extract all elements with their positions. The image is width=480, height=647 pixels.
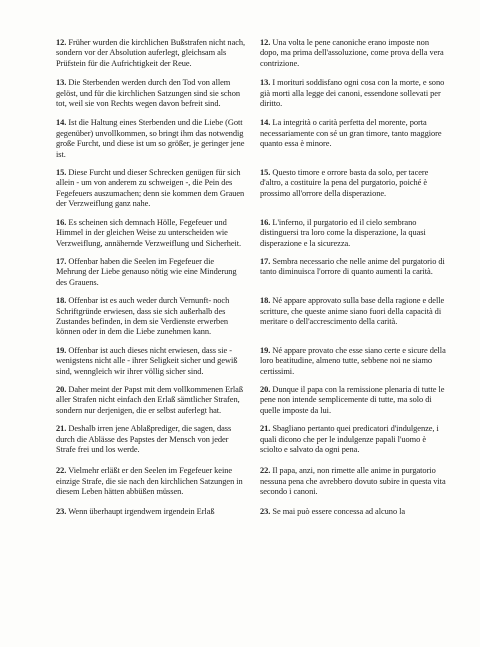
thesis-row <box>0 78 480 109</box>
thesis-number: 15. <box>56 168 67 178</box>
thesis-number: 18. <box>56 296 67 306</box>
thesis-row <box>0 507 480 517</box>
italian-text <box>260 118 446 160</box>
thesis-number: 20. <box>56 384 67 394</box>
thesis-number: 21. <box>260 424 271 434</box>
thesis-number: 20. <box>260 384 271 394</box>
italian-text <box>260 385 446 416</box>
thesis-number: 23. <box>56 506 67 516</box>
thesis-number: 18. <box>260 296 271 306</box>
thesis-row <box>0 385 480 416</box>
italian-text <box>260 296 446 338</box>
italian-text <box>260 168 446 210</box>
thesis-text: Né appare provato che esse siano certe e sicure della loro beatitudine, almeno tutte, sebbene noi ne siamo certissimi. <box>260 345 446 376</box>
thesis-number: 17. <box>260 256 271 266</box>
thesis-number: 16. <box>56 217 67 227</box>
italian-text <box>260 218 446 249</box>
italian-text <box>260 78 446 109</box>
german-text <box>56 78 246 109</box>
thesis-text: Sembra necessario che nelle anime del purgatorio di tanto diminuisca l'orrore di quanto aumenti la carità. <box>260 256 445 277</box>
thesis-number: 19. <box>260 345 271 355</box>
thesis-number: 13. <box>56 78 67 88</box>
thesis-number: 23. <box>260 506 271 516</box>
thesis-row <box>0 257 480 288</box>
thesis-number: 12. <box>56 38 67 47</box>
thesis-text: Daher meint der Papst mit dem vollkommenen Erlaß aller Strafen nicht einfach den Erlaß sämtlicher Strafen, sondern nur derjenigen, die er selbst auferlegt hat. <box>56 384 243 415</box>
german-text <box>56 466 246 497</box>
thesis-number: 14. <box>260 118 271 128</box>
thesis-text: Offenbar haben die Seelen im Fegefeuer die Mehrung der Liebe genauso nötig wie eine Minderung des Grauens. <box>56 256 237 287</box>
thesis-text: Una volta le pene canoniche erano imposte non dopo, ma prima dell'assoluzione, come prova della vera contrizione. <box>260 38 444 68</box>
thesis-text: Né appare approvato sulla base della ragione e delle scritture, che queste anime siano fuori della capacità di meritare o dell'accrescimento della carità. <box>260 296 445 326</box>
italian-text <box>260 346 446 377</box>
thesis-number: 16. <box>260 217 271 227</box>
german-text <box>56 38 246 69</box>
german-text <box>56 218 246 249</box>
thesis-number: 13. <box>260 78 271 88</box>
thesis-row <box>0 346 480 377</box>
thesis-text: Ist die Haltung eines Sterbenden und die Liebe (Gott gegenüber) unvollkommen, so bringt ihm das notwendig große Furcht, und diese ist um so größer, je geringer jene ist. <box>56 118 245 159</box>
thesis-text: L'inferno, il purgatorio ed il cielo sembrano distinguersi tra loro come la disperazione, la quasi disperazione e la sicurezza. <box>260 217 426 248</box>
thesis-text: Dunque il papa con la remissione plenaria di tutte le pene non intende semplicemente di tutte, ma solo di quelle imposte da lui. <box>260 384 445 415</box>
thesis-row <box>0 218 480 249</box>
thesis-text: Questo timore e orrore basta da solo, per tacere d'altro, a costituire la pena del purgatorio, poiché è prossimo all'orrore della disperazione. <box>260 168 429 198</box>
thesis-number: 22. <box>260 466 271 476</box>
thesis-text: Offenbar ist auch dieses nicht erwiesen, dass sie - wenigstens nicht alle - ihrer Seligkeit sicher und gewiß sind, wenngleich wir ihrer völlig sicher sind. <box>56 345 238 376</box>
german-text <box>56 168 246 210</box>
italian-text <box>260 466 446 497</box>
thesis-row <box>0 118 480 160</box>
thesis-text: Früher wurden die kirchlichen Bußstrafen nicht nach, sondern vor der Absolution auferlegt, gleichsam als Prüfstein für die Aufrichtigkeit der Reue. <box>56 38 246 68</box>
italian-text <box>260 424 446 455</box>
thesis-row <box>0 168 480 210</box>
german-text <box>56 385 246 416</box>
thesis-number: 19. <box>56 345 67 355</box>
german-text <box>56 346 246 377</box>
thesis-number: 22. <box>56 466 67 476</box>
thesis-text: Sbagliano pertanto quei predicatori d'indulgenze, i quali dicono che per le indulgenze papali l'uomo è sciolto e salvato da ogni pena. <box>260 424 439 454</box>
italian-text <box>260 507 446 517</box>
german-text <box>56 296 246 338</box>
thesis-row <box>0 424 480 455</box>
thesis-row <box>0 466 480 497</box>
german-text <box>56 507 246 517</box>
thesis-text: Wenn überhaupt irgendwem irgendein Erlaß <box>68 506 215 516</box>
thesis-row <box>0 38 480 69</box>
thesis-text: Offenbar ist es auch weder durch Vernunft- noch Schriftgründe erwiesen, dass sie sich außerhalb des Zustandes befinden, in dem sie Verdienste erwerben können oder in dem die Liebe zunehmen kann. <box>56 296 230 337</box>
thesis-text: Diese Furcht und dieser Schrecken genügen für sich allein - um von anderem zu schweigen -, die Pein des Fegefeuers auszumachen; denn sie kommen dem Grauen der Verzweiflung ganz nahe. <box>56 168 245 209</box>
german-text <box>56 118 246 160</box>
thesis-text: Se mai può essere concessa ad alcuno la <box>272 506 406 516</box>
italian-text <box>260 257 446 288</box>
thesis-number: 21. <box>56 424 67 434</box>
thesis-text: Die Sterbenden werden durch den Tod von allem gelöst, und für die kirchlichen Satzungen sind sie schon tot, weil sie von Rechts wegen davon befreit sind. <box>56 78 240 109</box>
thesis-number: 14. <box>56 118 67 128</box>
thesis-number: 17. <box>56 256 67 266</box>
thesis-row <box>0 296 480 338</box>
thesis-text: Il papa, anzi, non rimette alle anime in purgatorio nessuna pena che avrebbero dovuto subire in questa vita secondo i canoni. <box>260 466 446 497</box>
thesis-text: I morituri soddisfano ogni cosa con la morte, e sono già morti alla legge dei canoni, essendone sollevati per diritto. <box>260 78 445 109</box>
thesis-text: Deshalb irren jene Ablaßprediger, die sagen, dass durch die Ablässe des Papstes der Mensch von jeder Strafe frei und los werde. <box>56 424 232 454</box>
thesis-text: Es scheinen sich demnach Hölle, Fegefeuer und Himmel in der gleichen Weise zu unterscheiden wie Verzweiflung, annähernde Verzweiflung und Sicherheit. <box>56 217 242 248</box>
thesis-number: 15. <box>260 168 271 178</box>
german-text <box>56 424 246 455</box>
italian-text <box>260 38 446 69</box>
thesis-text: La integrità o carità perfetta del morente, porta necessariamente con sé un gran timore, tanto maggiore quanto essa è minore. <box>260 118 442 149</box>
thesis-text: Vielmehr erläßt er den Seelen im Fegefeuer keine einzige Strafe, die sie nach den kirchlichen Satzungen in diesem Leben hätten abbüßen müssen. <box>56 466 243 497</box>
thesis-number: 12. <box>260 38 271 47</box>
german-text <box>56 257 246 288</box>
